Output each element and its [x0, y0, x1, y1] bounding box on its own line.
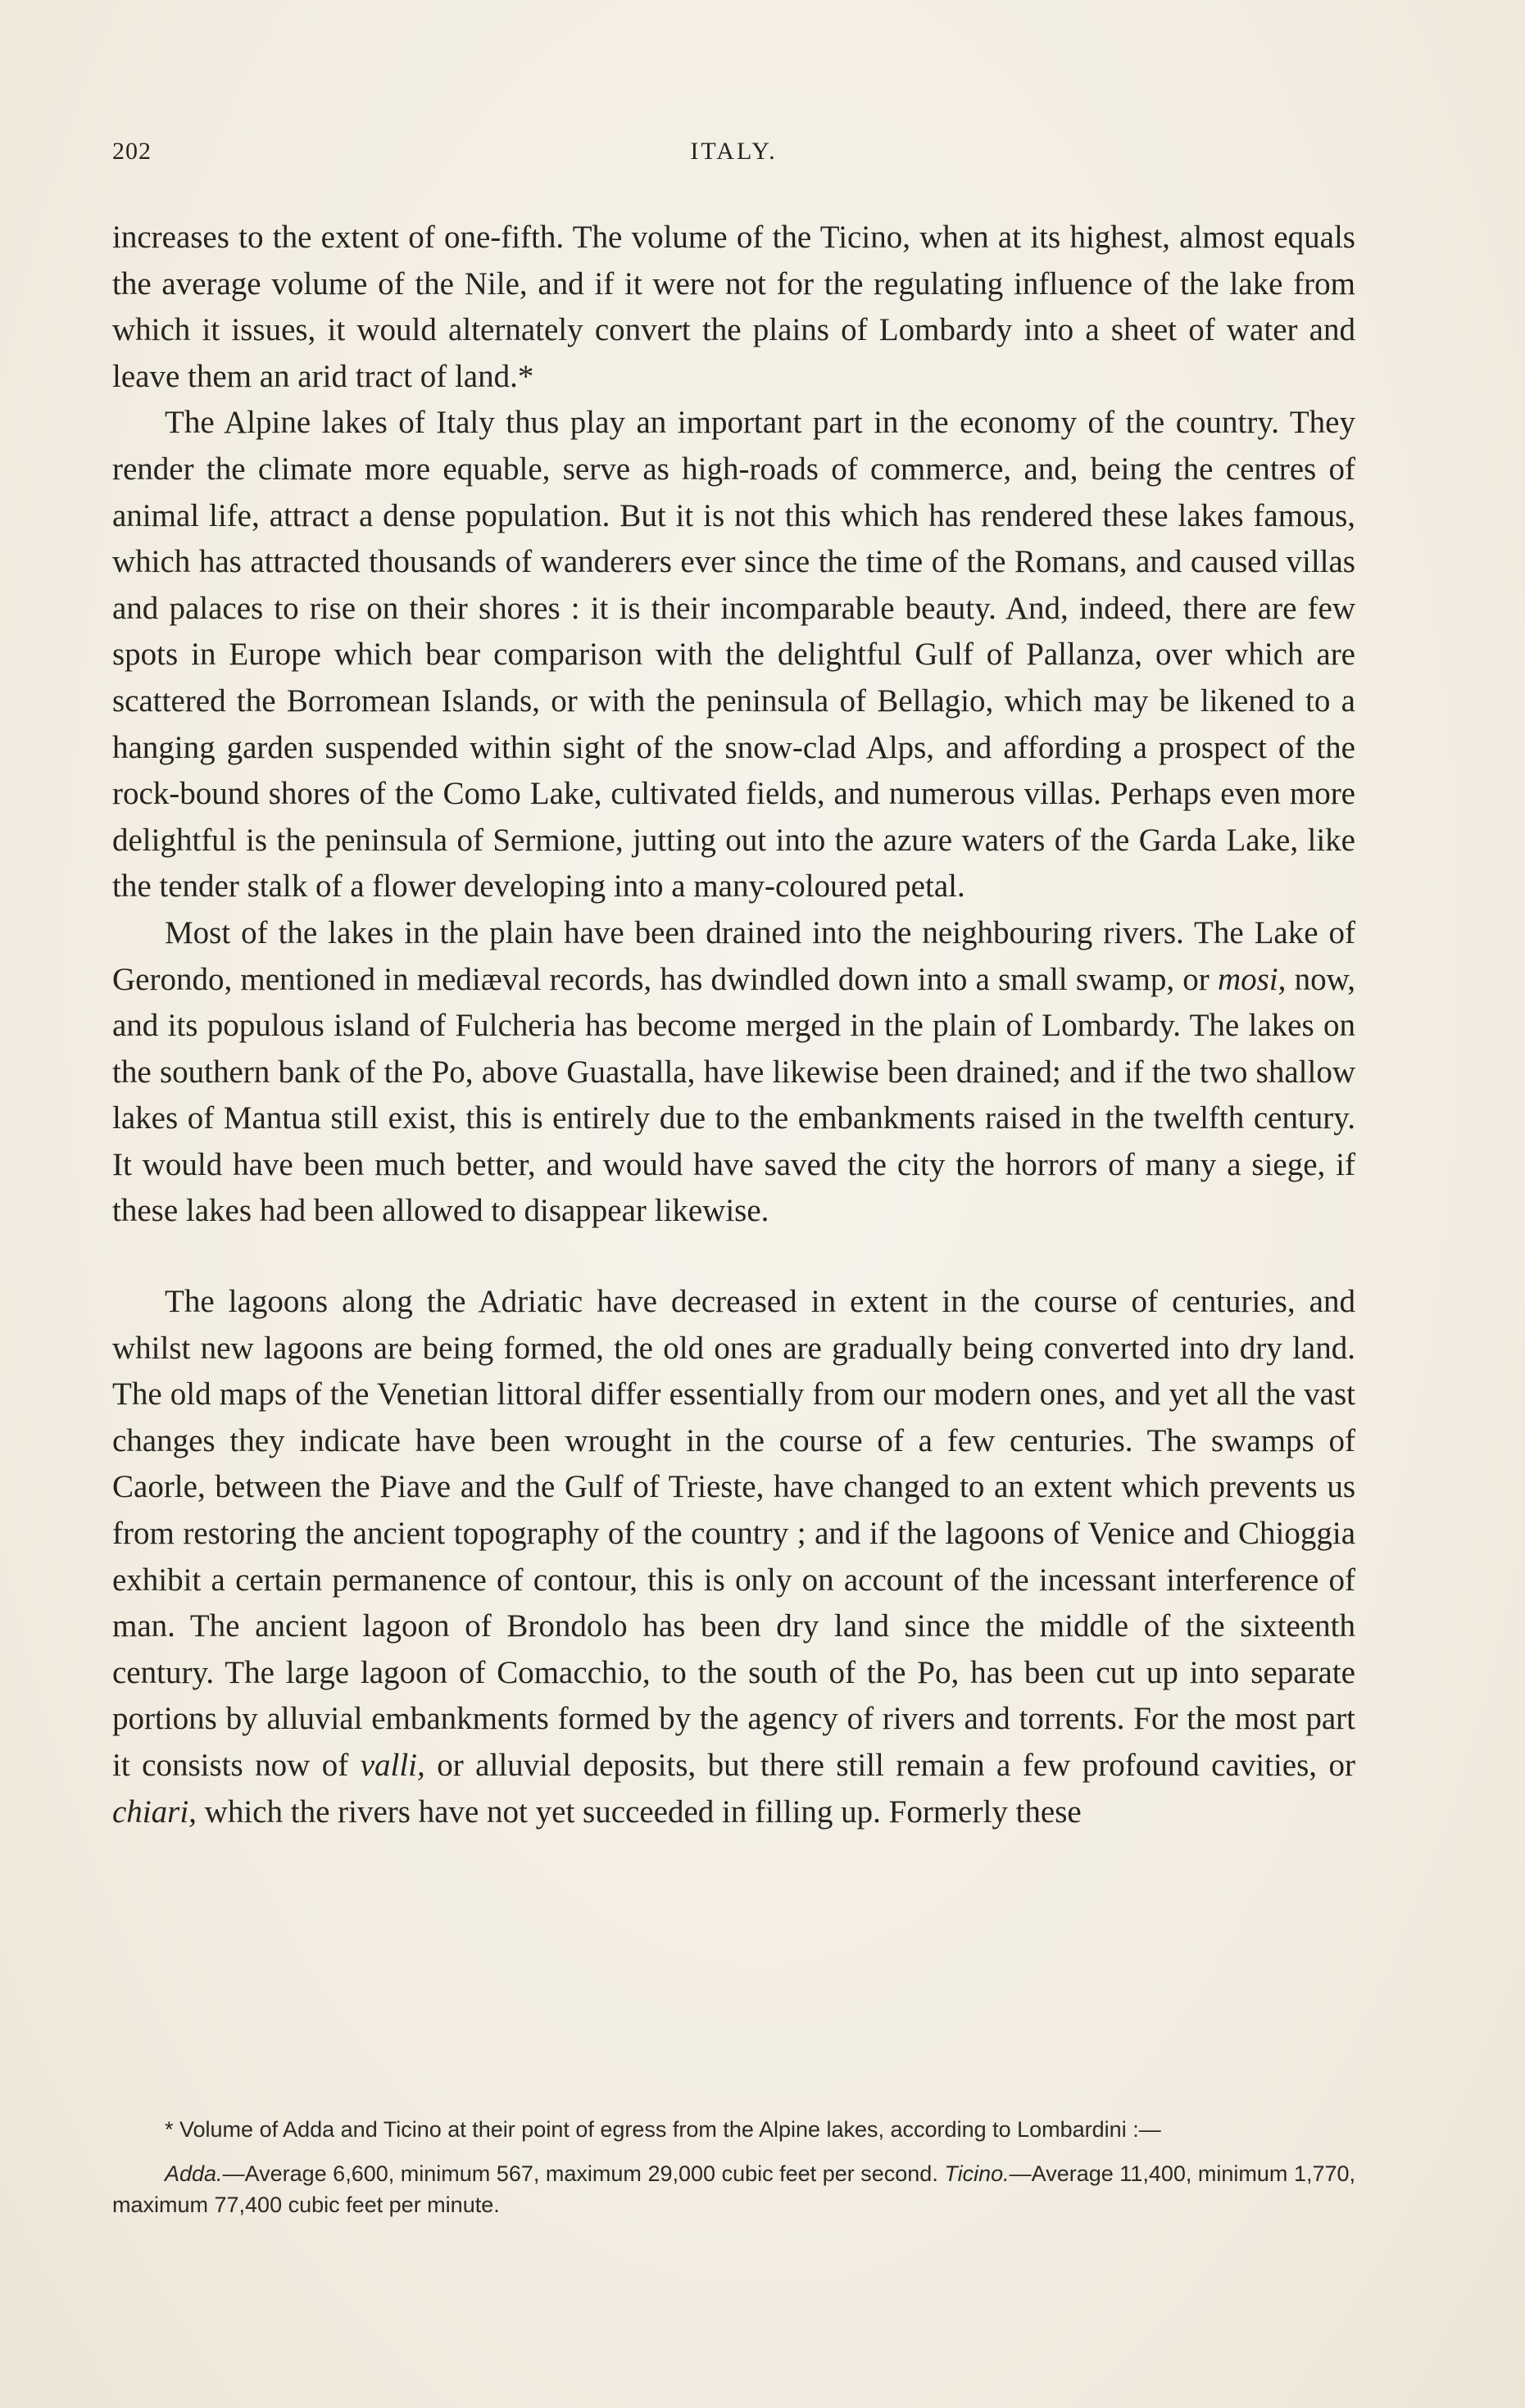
paragraph-4-text-c: which the rivers have not yet succeeded in filling up. Formerly these — [196, 1794, 1082, 1830]
footnote-2-text-b: —Average 11,400, minimum 1,770, maximum 77,400 cubic feet per minute. — [112, 2161, 1356, 2217]
paragraph-3-italic-term: mosi, — [1217, 961, 1287, 997]
footnote-2-italic-adda: Adda. — [165, 2161, 223, 2186]
footnote-2-text-a: —Average 6,600, minimum 567, maximum 29,000 cubic feet per second. — [222, 2161, 945, 2186]
footnote-2-italic-ticino: Ticino. — [944, 2161, 1010, 2186]
running-head: ITALY. — [690, 138, 778, 165]
paragraph-4-text-a: The lagoons along the Adriatic have decreased in extent in the course of centuries, and whilst new lagoons are being formed, the old ones are gradually being converted into dry land. The old maps of the Venetian littoral differ essentially from our modern ones, and yet all the vast changes they indicate have been wrought in the course of a few centuries. The swamps of Caorle, between the Piave and the Gulf of Trieste, have changed to an extent which prevents us from restoring the ancient topography of the country ; and if the lagoons of Venice and Chioggia exhibit a certain permanence of contour, this is only on account of the incessant interference of man. The ancient lagoon of Brondolo has been dry land since the middle of the sixteenth century. The large lagoon of Comacchio, to the south of the Po, has been cut up into separate portions by alluvial embankments formed by the agency of rivers and torrents. For the most part it consists now of — [112, 1284, 1355, 1783]
paragraph-4 — [112, 1279, 1355, 1835]
paragraph-1: increases to the extent of one-fifth. The volume of the Ticino, when at its highest, almost equals the average volume of the Nile, and if it were not for the regulating influence of the lake from which it issues, it would alternately convert the plains of Lombardy into a sheet of water and leave them an arid tract of land.* — [112, 220, 1355, 394]
paragraph-4-italic-term-2: chiari, — [112, 1794, 197, 1830]
page-header — [112, 138, 1355, 174]
paragraph-3 — [112, 910, 1355, 1235]
paragraph-4-italic-term-1: valli, — [360, 1748, 425, 1783]
footnotes — [112, 2114, 1355, 2220]
body-text — [112, 215, 1355, 1835]
paragraph-4-text-b: or alluvial deposits, but there still remain a few profound cavities, or — [424, 1748, 1355, 1783]
footnote-1: * Volume of Adda and Ticino at their point of egress from the Alpine lakes, according to Lombardini :— — [165, 2117, 1161, 2142]
paragraph-3-text-b: now, and its populous island of Fulcheria has become merged in the plain of Lombardy. The lakes on the southern bank of the Po, above Guastalla, have likewise been drained; and if the two shallow lakes of Mantua still exist, this is entirely due to the embankments raised in the twelfth century. It would have been much better, and would have saved the city the horrors of many a siege, if these lakes had been allowed to disappear likewise. — [112, 961, 1355, 1229]
footnote-2 — [112, 2158, 1355, 2220]
paragraph-2: The Alpine lakes of Italy thus play an important part in the economy of the country. They render the climate more equable, serve as high-roads of commerce, and, being the centres of animal life, attract a dense population. But it is not this which has rendered these lakes famous, which has attracted thousands of wanderers ever since the time of the Romans, and caused villas and palaces to rise on their shores : it is their incomparable beauty. And, indeed, there are few spots in Europe which bear comparison with the delightful Gulf of Pallanza, over which are scattered the Borromean Islands, or with the peninsula of Bellagio, which may be likened to a hanging garden suspended within sight of the snow-clad Alps, and affording a prospect of the rock-bound shores of the Como Lake, cultivated fields, and numerous villas. Perhaps even more delightful is the peninsula of Sermione, jutting out into the azure waters of the Garda Lake, like the tender stalk of a flower developing into a many-coloured petal. — [112, 405, 1355, 905]
paragraph-3-text-a: Most of the lakes in the plain have been drained into the neighbouring rivers. The Lake of Gerondo, mentioned in mediæval records, has dwindled down into a small swamp, or — [112, 914, 1355, 997]
page-number: 202 — [112, 138, 152, 165]
